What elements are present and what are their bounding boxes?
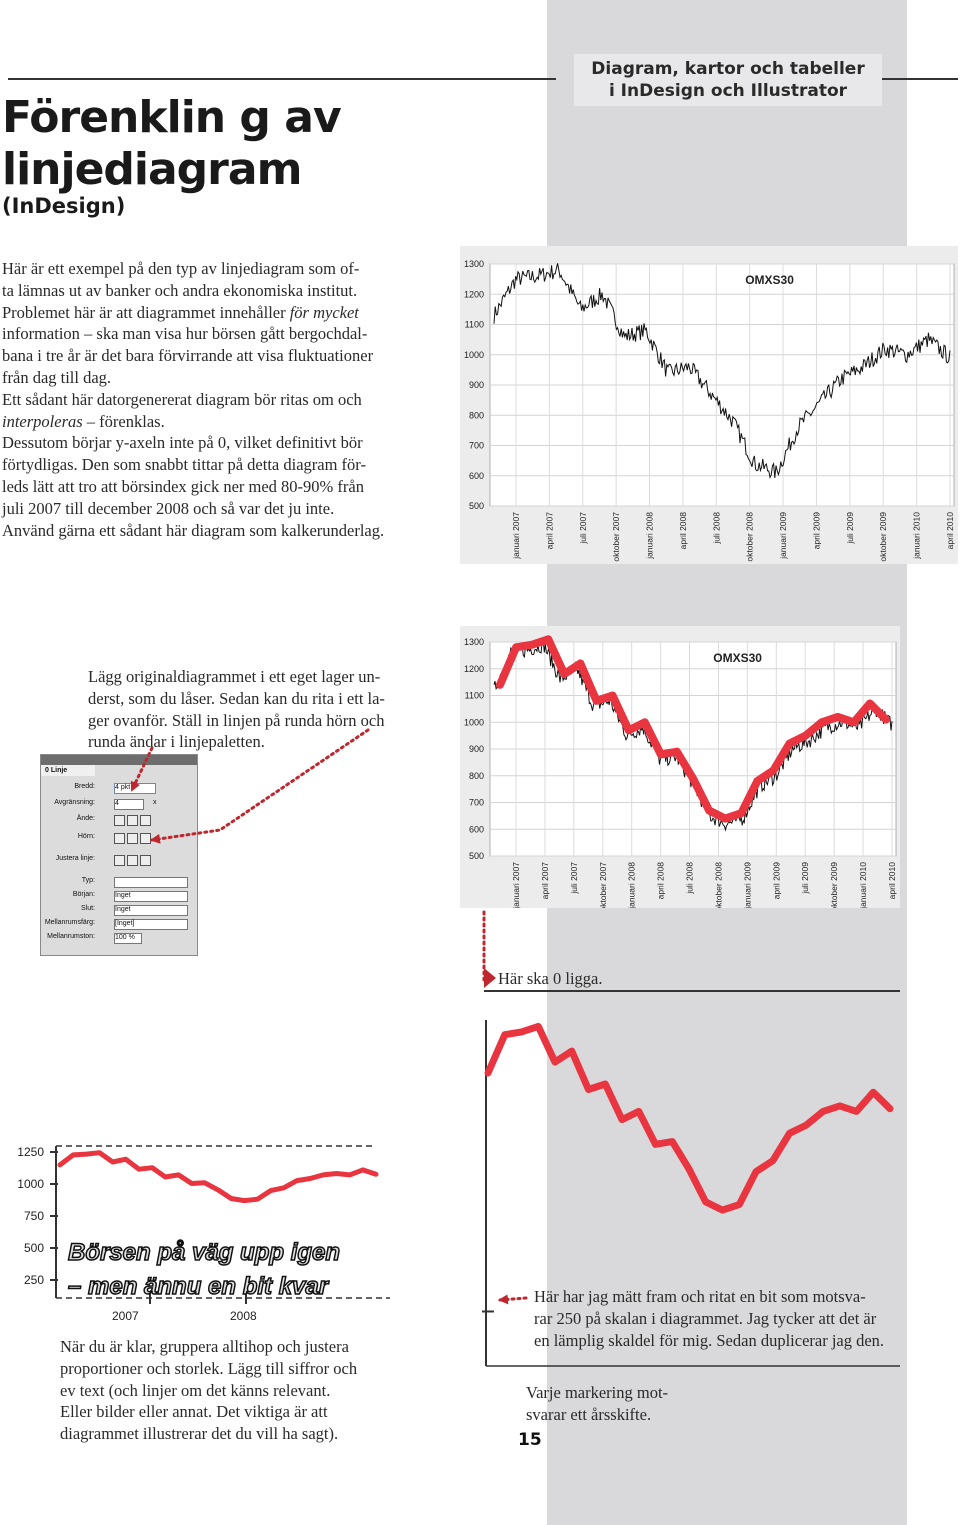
text-line: Varje markering mot- <box>526 1383 669 1402</box>
palette-tab-label: Linje <box>50 767 68 774</box>
horn-label: Hörn: <box>77 833 95 840</box>
x-tick-label: januari 2007 <box>511 862 521 908</box>
y-tick-label: 1300 <box>463 637 484 647</box>
text-line: ta lämnas ut av banker och andra ekonomiska institut. <box>2 280 358 300</box>
typ-label: Typ: <box>81 877 95 884</box>
mellanrumsfarg-select[interactable]: [Inget] <box>114 919 188 930</box>
x-tick-label: januari 2007 <box>511 512 521 559</box>
text-line: en lämplig skaldel för mig. Sedan duplicerar jag den. <box>534 1330 885 1350</box>
x-tick-label: oktober 2007 <box>611 512 622 562</box>
x-tick-label: april 2009 <box>811 512 822 550</box>
text-line: rar 250 på skalan i diagrammet. Jag tycker att det är <box>534 1308 877 1328</box>
y-tick-label: 1000 <box>17 1177 44 1191</box>
times-icon: x <box>153 799 157 806</box>
x-tick-label: juli 2008 <box>711 512 722 544</box>
text-line: information – ska man visa hur börsen gått bergochdal- <box>2 324 368 344</box>
x-tick-label: april 2010 <box>945 512 955 550</box>
text-line: Här har jag mätt fram och ritat en bit som motsva- <box>534 1287 866 1306</box>
y-tick-label: 900 <box>468 380 484 390</box>
text-line: juli 2007 till december 2008 och så var det ju inte. <box>2 498 335 518</box>
title-line1: Förenklin g av <box>2 92 341 143</box>
ande-label: Ände: <box>76 815 95 822</box>
justera-label: Justera linje: <box>55 855 95 862</box>
page-subtitle: (InDesign) <box>2 194 126 218</box>
x-tick-label: oktober 2008 <box>744 512 755 562</box>
x-tick-label: april 2008 <box>677 512 688 550</box>
y-tick-label: 500 <box>468 851 484 861</box>
text-line: Ett sådant här datorgenererat diagram bör ritas om och <box>2 389 362 409</box>
bredd-input[interactable]: 4 pkt <box>114 783 156 794</box>
x-tick-label: januari 2010 <box>911 512 922 559</box>
arrow-to-corner <box>152 730 368 840</box>
headline-line1: Börsen på väg upp igen <box>68 1239 341 1266</box>
slut-select[interactable]: Inget <box>114 905 188 916</box>
mellanrumston-label: Mellanrumston: <box>47 933 95 940</box>
x-tick-label: april 2010 <box>887 862 897 900</box>
headline-line2: – men ännu en bit kvar <box>68 1273 329 1300</box>
y-tick-label: 1100 <box>464 319 484 330</box>
header-line2: i InDesign och Illustrator <box>608 81 848 101</box>
text-span: – förenklas. <box>82 411 165 431</box>
y-tick-label: 1300 <box>463 259 484 269</box>
palette-tab[interactable]: 0 Linje <box>41 765 95 776</box>
x-tick-label: juli 2009 <box>800 862 811 894</box>
text-line: Använd gärna ett sådant här diagram som kalkerunderlag. <box>2 520 385 540</box>
y-tick-label: 800 <box>468 770 484 781</box>
mellanrumsfarg-label: Mellanrumsfärg: <box>44 919 95 926</box>
text-line: Eller bilder eller annat. Det viktiga är att <box>60 1402 328 1422</box>
x-tick-label: januari 2008 <box>626 862 637 908</box>
x-tick-label: januari 2008 <box>644 512 655 559</box>
text-line: Här är ett exempel på den typ av linjediagram som of- <box>2 259 360 278</box>
x-tick-label: januari 2009 <box>742 862 753 908</box>
y-tick-label: 500 <box>468 501 484 511</box>
x-tick-label: april 2008 <box>655 862 666 900</box>
x-tick-label: juli 2007 <box>577 512 588 544</box>
mellanrumston-input[interactable]: 100 % <box>114 933 142 944</box>
x-tick-label: april 2009 <box>771 862 782 900</box>
y-tick-label: 600 <box>468 824 484 835</box>
y-tick-label: 250 <box>23 1273 44 1287</box>
series-line-simplified <box>488 1026 890 1210</box>
avgransning-input[interactable]: 4 <box>114 799 144 810</box>
text-line: runda ändar i linjepaletten. <box>88 732 265 752</box>
x-tick-label: juli 2009 <box>844 512 855 544</box>
x-tick-label: oktober 2009 <box>878 512 889 562</box>
borjan-label: Början: <box>72 891 95 898</box>
text-line: från dag till dag. <box>2 367 112 387</box>
chart-title: OMXS30 <box>745 273 794 287</box>
x-tick-label: juli 2007 <box>568 862 579 894</box>
arrow-to-width <box>132 748 152 790</box>
x-tick-label: januari 2010 <box>858 862 869 908</box>
y-tick-label: 1100 <box>464 690 484 701</box>
text-line: När du är klar, gruppera alltihop och justera <box>60 1337 349 1356</box>
y-tick-label: 750 <box>23 1209 44 1223</box>
text-span: Problemet här är att diagrammet innehåller <box>2 302 290 322</box>
avgransning-label: Avgränsning: <box>54 799 95 806</box>
measure-note <box>534 1286 954 1351</box>
y-tick-label: 1250 <box>17 1145 44 1159</box>
zero-note: Här ska 0 ligga. <box>498 969 603 988</box>
x-tick-label: april 2007 <box>539 862 550 900</box>
final-note <box>60 1336 400 1445</box>
x-tick-label: juli 2008 <box>684 862 695 894</box>
bredd-label: Bredd: <box>74 783 95 790</box>
x-tick-label: oktober 2009 <box>829 862 840 908</box>
text-line: ev text (och linjer om det känns relevant. <box>60 1380 331 1400</box>
text-line: bana i tre år är det bara förvirrande att visa fluktuationer <box>2 346 374 366</box>
text-line: Lägg originaldiagrammet i ett eget lager un- <box>88 667 381 686</box>
y-tick-label: 700 <box>468 797 484 808</box>
chart-title: OMXS30 <box>713 651 762 665</box>
title-line2: linjediagram <box>2 144 302 195</box>
text-line: leds lätt att tro att börsindex gick ner med 80-90% från <box>2 476 364 496</box>
borjan-select[interactable]: Inget <box>114 891 188 902</box>
y-tick-label: 600 <box>468 470 484 481</box>
x-tick-label: 2008 <box>230 1309 257 1323</box>
y-tick-label: 800 <box>468 410 484 421</box>
headline-graphic <box>68 1236 340 1304</box>
y-tick-label: 1000 <box>463 349 484 360</box>
y-tick-label: 500 <box>23 1241 44 1255</box>
y-tick-label: 1200 <box>463 663 484 674</box>
text-line: ger ovanför. Ställ in linjen på runda hörn och <box>88 710 385 730</box>
x-tick-label: oktober 2008 <box>713 862 724 908</box>
emphasis: för mycket <box>289 302 359 322</box>
x-tick-label: april 2007 <box>544 512 555 550</box>
arrow-zero-head <box>484 968 496 988</box>
x-tick-label: oktober 2007 <box>597 862 608 908</box>
series-line-final <box>60 1153 376 1201</box>
text-line: förtydligas. Den som snabbt tittar på detta diagram för- <box>2 455 366 475</box>
emphasis: interpoleras <box>2 411 83 431</box>
y-tick-label: 1000 <box>463 717 484 728</box>
text-line: svarar ett årsskifte. <box>526 1404 652 1424</box>
page-number: 15 <box>518 1430 542 1450</box>
y-tick-label: 700 <box>468 440 484 451</box>
text-line: Dessutom börjar y-axeln inte på 0, vilket definitivt bör <box>2 433 363 453</box>
text-line: proportioner och storlek. Lägg till siffror och <box>60 1358 358 1378</box>
text-line: diagrammet illustrerar det du vill ha sagt). <box>60 1424 339 1444</box>
slut-label: Slut: <box>80 905 95 912</box>
y-tick-label: 900 <box>468 744 484 754</box>
text-line: derst, som du låser. Sedan kan du rita i ett la- <box>88 688 385 708</box>
x-tick-label: januari 2009 <box>778 512 789 559</box>
marker-note <box>526 1382 726 1426</box>
header-line1: Diagram, kartor och tabeller <box>591 59 865 79</box>
y-tick-label: 1200 <box>463 289 484 300</box>
x-tick-label: 2007 <box>112 1309 139 1323</box>
